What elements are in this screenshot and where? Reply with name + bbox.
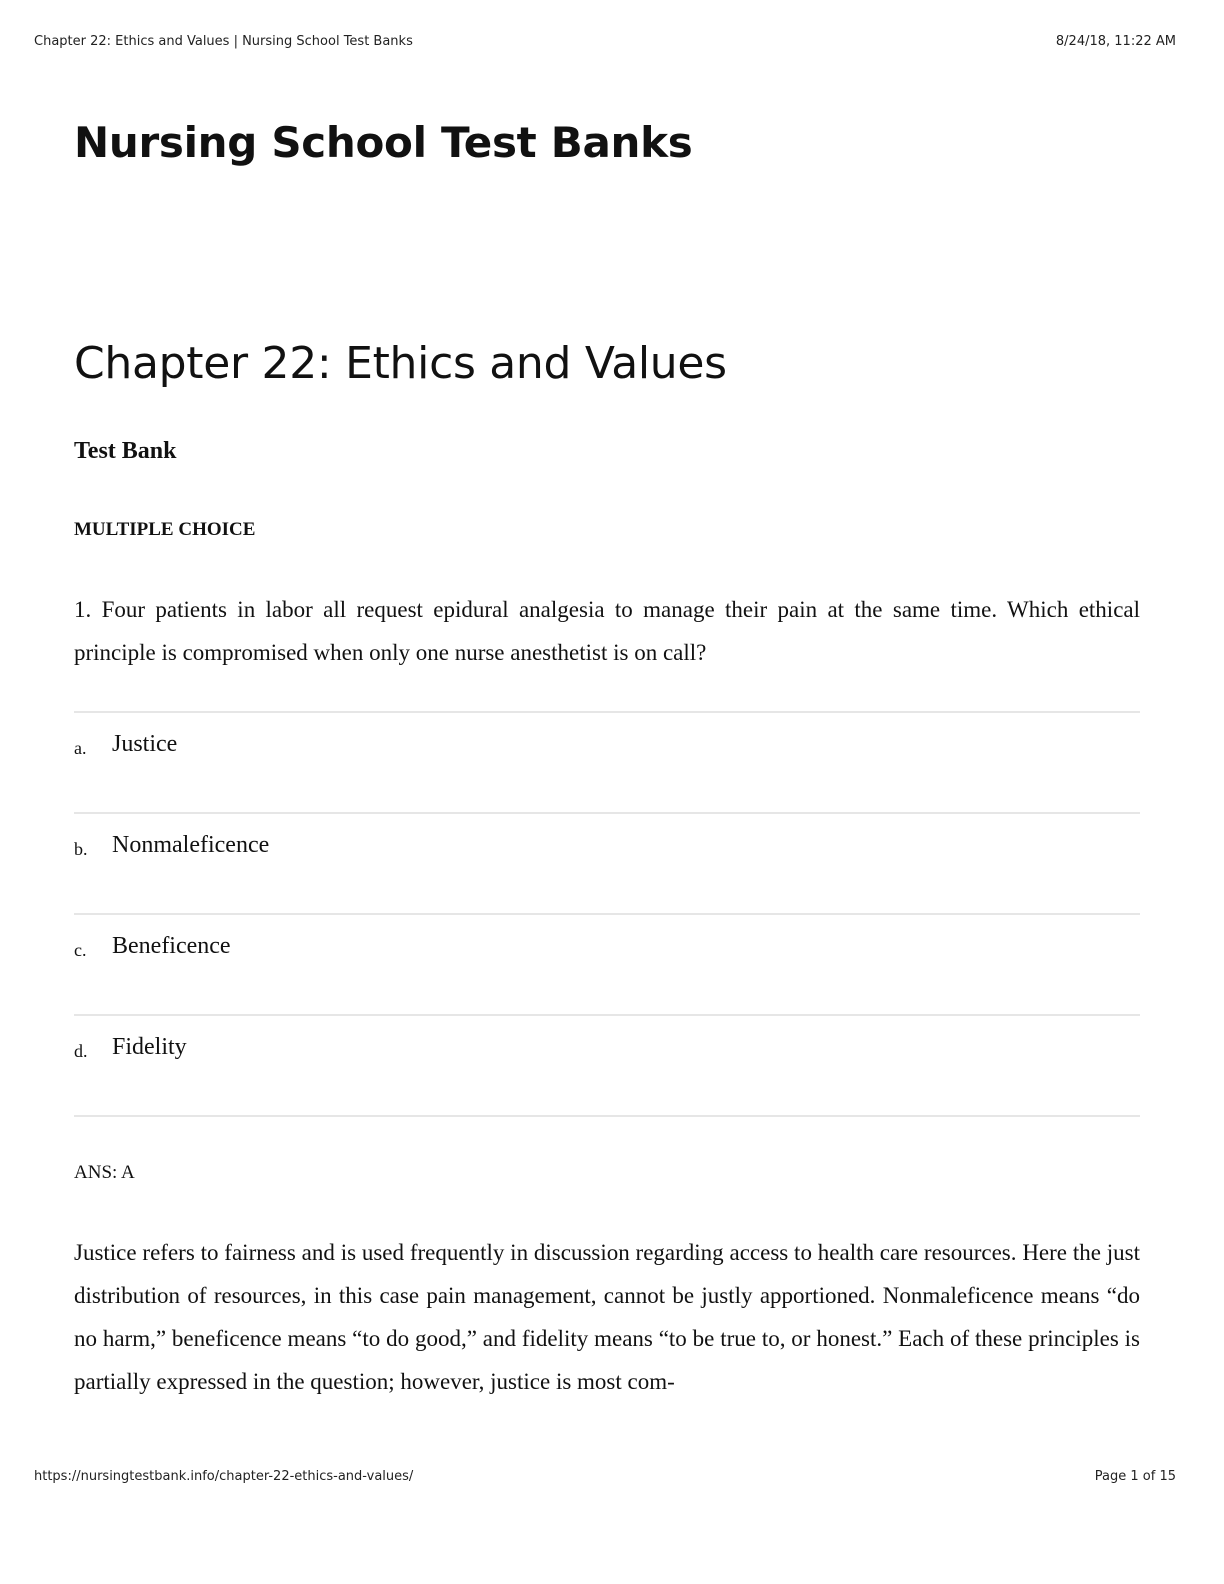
choice-text: Justice — [112, 731, 178, 757]
page-indicator — [1095, 1469, 1176, 1484]
choice-letter: d. — [74, 1041, 88, 1061]
choice-a — [74, 713, 1140, 814]
choice-d — [74, 1016, 1140, 1117]
site-title[interactable]: Nursing School Test Banks — [74, 118, 693, 167]
question-text: 1. Four patients in labor all request epidural analgesia to manage their pain at the same time. Which ethical principle is compromised when only one nurse anesthetist is on call? — [74, 597, 1140, 665]
print-footer-url[interactable]: https://nursingtestbank.info/chapter-22-ethics-and-values/ — [34, 1469, 414, 1484]
print-footer — [34, 1469, 1176, 1484]
print-header-datetime: 8/24/18, 11:22 AM — [1055, 34, 1176, 49]
answer-choices — [74, 711, 1140, 1117]
print-header — [34, 34, 1176, 49]
rationale-text: Justice refers to fairness and is used frequently in discussion regarding access to health care resources. Here the just distribution of resources, in this case pain management, cannot be justly apportioned. Nonmaleficence means “do no harm,” beneficence means “to do good,” and fidelity means “to be true to, or honest.” Each of these principles is partially expressed in the question; however, justice is most com- — [74, 1240, 1140, 1394]
article-subtitle: Test Bank — [74, 438, 177, 464]
page-current: 1 — [1130, 1469, 1139, 1484]
choice-b — [74, 814, 1140, 915]
page-label: Page — [1094, 1469, 1131, 1484]
choice-text: Fidelity — [112, 1034, 187, 1060]
choice-letter: a. — [74, 738, 87, 758]
print-header-title: Chapter 22: Ethics and Values | Nursing School Test Banks — [34, 34, 413, 49]
choice-letter: b. — [74, 839, 88, 859]
choice-c — [74, 915, 1140, 1016]
choice-text: Nonmaleficence — [112, 832, 270, 858]
page-total: 15 — [1159, 1469, 1176, 1484]
section-label: MULTIPLE CHOICE — [74, 519, 256, 540]
answer-key: ANS: A — [74, 1162, 135, 1183]
choice-text: Beneficence — [112, 933, 231, 959]
page-title: Chapter 22: Ethics and Values — [74, 338, 727, 389]
choice-letter: c. — [74, 940, 87, 960]
page-separator: of — [1138, 1469, 1160, 1484]
